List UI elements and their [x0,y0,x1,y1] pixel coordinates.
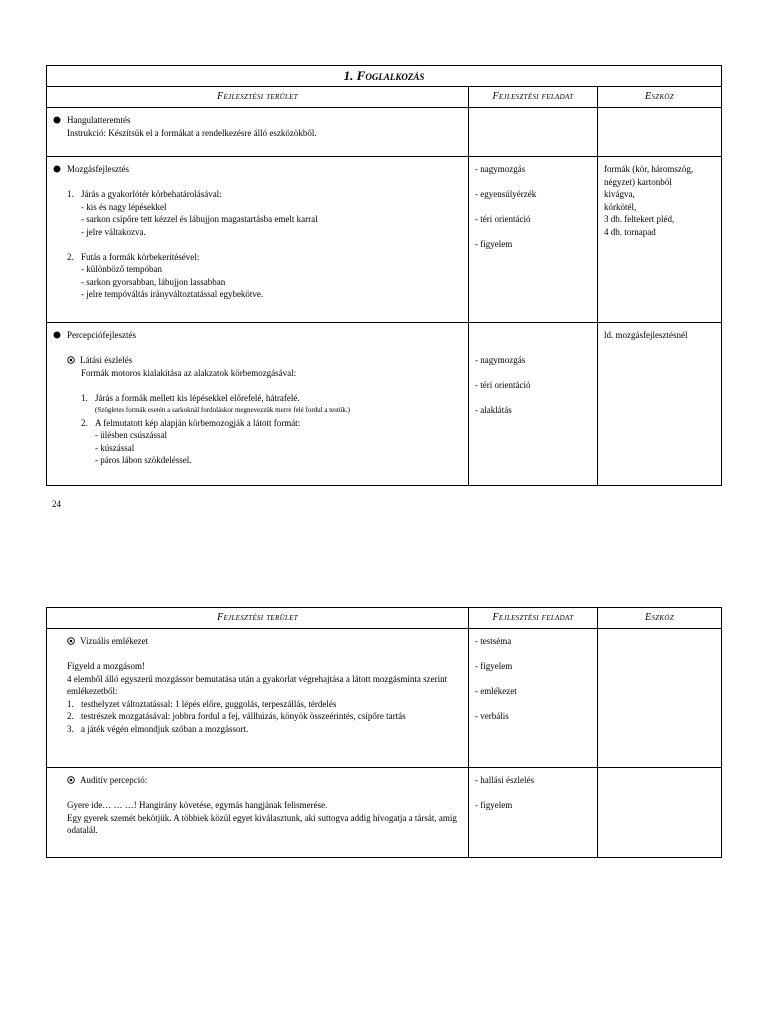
area-cell-motor [47,157,469,323]
perception-heading: Percepciófejlesztés [67,330,136,340]
area-cell-auditory [47,768,469,858]
tool-line: körkötél, [604,201,637,212]
visual-text: Formák motoros kialakítása az alakzatok körbemozgásával: [81,367,297,378]
header-task: Fejlesztési feladat [469,87,598,108]
auditory-line: Gyere ide… … …! Hangirány követése, egymás hangjának felismerése. [67,800,328,810]
task-cell-visual-memory [469,629,598,768]
flower-bullet-icon [53,331,61,339]
list-item: 2. Futás a formák körbekerítésével: [67,251,200,262]
list-subitem: - kúszással [95,442,135,453]
header-area: Fejlesztési terület [47,608,469,629]
area-cell-mood [47,108,469,157]
auditory-line: Egy gyerek szemét bekötjük. A többiek közül egyet kiválasztunk, aki suttogva addig hívogatja a társát, amíg odatalál. [67,812,457,835]
tool-line: 3 db. feltekert pléd, [604,214,675,224]
list-subitem: - különböző tempóban [81,264,162,274]
list-item: 2. A felmutatott kép alapján körbemozogják a látott formát: [81,417,301,428]
tool-line: 4 db. tornapad [604,226,656,237]
page-number: 24 [52,499,61,509]
tool-line: kivágva, [604,189,635,199]
session-title: 1. Foglalkozás [47,66,722,87]
list-item: 1. testhelyzet változtatással: 1 lépés előre, guggolás, terpeszállás, térdelés [67,698,337,709]
target-bullet-icon [67,636,75,644]
tool-line: négyzet) kartonból [604,176,672,187]
tool-line: formák (kör, háromszög, [604,164,694,174]
mood-heading: Hangulatteremtés [67,115,131,125]
task-cell-perception [469,323,598,486]
task-item: - figyelem [475,239,513,249]
target-bullet-icon [67,775,75,783]
tool-line: ld. mozgásfejlesztésnél [604,330,688,340]
visual-memory-line: 4 elemből álló egyszerű mozgássor bemutatása után a gyakorlat végrehajtása a látott mozgásminta szerint emlékezetből: [67,673,448,696]
task-item: - nagymozgás [475,355,526,365]
mood-instruction: Instrukció: Készítsük el a formákat a rendelkezésre álló eszközökből. [67,127,317,138]
task-cell-mood [469,108,598,157]
session-table-continued [46,607,722,858]
session-table [46,65,722,486]
list-item: 1. Járás a gyakorlótér körbehatárolásával: [67,189,222,199]
header-tool: Eszköz [598,608,722,629]
header-area: Fejlesztési terület [47,87,469,108]
visual-memory-heading: Vizuális emlékezet [67,635,463,648]
task-cell-motor [469,157,598,323]
list-subitem: - ülésben csúszással [95,430,167,440]
task-item: - verbális [475,711,509,721]
task-item: - nagymozgás [475,164,526,174]
task-item: - testséma [475,636,512,646]
task-item: - figyelem [475,800,513,810]
task-item: - alaklátás [475,405,512,415]
motor-heading: Mozgásfejlesztés [67,164,129,174]
tool-cell-visual-memory [598,629,722,768]
tool-cell-mood [598,108,722,157]
tool-cell-perception [598,323,722,486]
flower-bullet-icon [53,116,61,124]
task-item: - emlékezet [475,686,517,696]
area-cell-perception [47,323,469,486]
list-subitem: - sarkon csípőre tett kézzel és lábujjon magastartásba emelt karral [81,214,318,224]
flower-bullet-icon [53,165,61,173]
target-bullet-icon [67,355,75,363]
task-item: - téri orientáció [475,214,531,224]
visual-memory-line: Figyeld a mozgásom! [67,661,145,671]
list-subitem: - sarkon gyorsabban, lábujjon lassabban [81,276,226,287]
task-item: - egyensúlyérzék [475,189,537,199]
list-subitem: - jelre tempóváltás irányváltoztatással egybekötve. [81,289,264,299]
task-cell-auditory [469,768,598,858]
auditory-heading: Auditív percepció: [67,774,463,787]
header-task: Fejlesztési feladat [469,608,598,629]
list-item: 2. testrészek mozgatásával: jobbra fordul a fej, vállhúzás, könyök összeérintés, csípőre tartás [67,711,406,721]
task-item: - figyelem [475,661,513,671]
tool-cell-auditory [598,768,722,858]
list-item: 3. a játék végén elmondjuk szóban a mozgássort. [67,723,249,734]
list-subitem: - páros lábon szökdeléssel. [95,455,192,465]
list-subitem: - kis és nagy lépésekkel [81,201,167,212]
list-item: 1. Járás a formák mellett kis lépésekkel előrefelé, hátrafelé. [81,392,300,403]
tool-cell-motor [598,157,722,323]
list-note: (Szögletes formák esetén a sarkoknál forduláskor megnevezzük merre felé fordul a testük.) [95,406,351,414]
list-subitem: - jelre váltakozva. [81,226,146,237]
task-item: - téri orientáció [475,380,531,390]
header-tool: Eszköz [598,87,722,108]
visual-subheading: Látási észlelés [67,354,463,367]
task-item: - hallási észlelés [475,775,534,785]
area-cell-visual-memory [47,629,469,768]
